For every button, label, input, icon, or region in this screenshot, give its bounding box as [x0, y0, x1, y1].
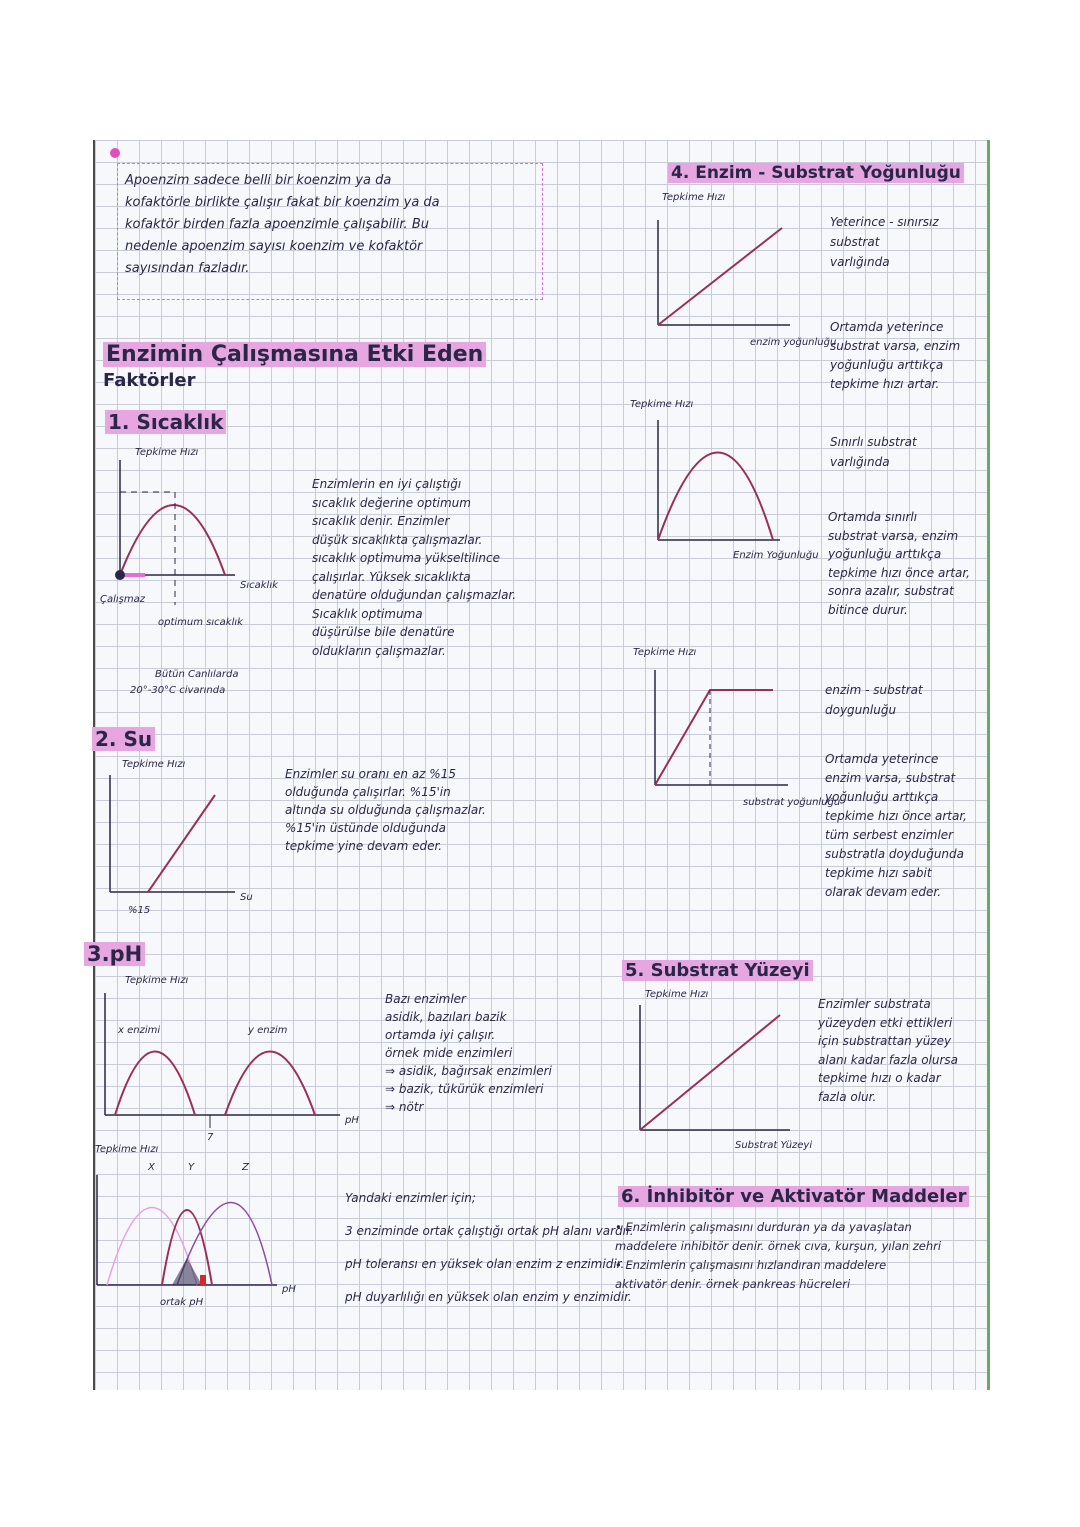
text-line: olduğunda çalışırlar. %15'in — [285, 785, 451, 799]
line — [148, 795, 215, 892]
section2-title — [92, 727, 155, 751]
main-title-2 — [103, 370, 195, 391]
text-line: ⇒ nötr — [385, 1100, 424, 1114]
section5-text — [818, 995, 958, 1106]
section4-text4 — [828, 508, 970, 619]
text-line: sıcaklık değerine optimum — [312, 495, 471, 510]
ortak-label: ortak pH — [160, 1297, 204, 1308]
text-line: ⇒ bazik, tükürük enzimleri — [385, 1082, 544, 1096]
section3-notes — [345, 1188, 634, 1308]
tick-7-label: 7 — [207, 1132, 214, 1143]
text-line: Enzimler su oranı en az %15 — [285, 767, 456, 781]
range-label: 20°-30°C civarında — [130, 685, 226, 696]
y-label-letter: Y — [188, 1162, 195, 1173]
tick-label: %15 — [128, 905, 151, 916]
note-line: sayısından fazladır. — [125, 261, 250, 276]
text-line: tepkime yine devam eder. — [285, 839, 443, 853]
bullet: pH duyarlılığı en yüksek olan enzim y enzimidir. — [345, 1290, 632, 1304]
text-line: Enzimler substrata — [818, 997, 931, 1011]
text-line: tepkime hızı artar. — [830, 377, 940, 391]
saturation-line — [655, 690, 773, 785]
text-line: substrat varsa, enzim — [830, 339, 961, 353]
text-line: düşürülse bile denatüre — [312, 625, 455, 639]
ortak-area — [172, 1258, 202, 1285]
text-line: oldukların çalışmazlar. — [312, 643, 446, 658]
text-line: asidik, bazıları bazik — [385, 1010, 507, 1024]
text-line: yüzeyden etki ettikleri — [818, 1015, 953, 1030]
text-line: %15'in üstünde olduğunda — [285, 821, 447, 835]
apoenzim-note — [125, 170, 440, 280]
text-line: varlığında — [830, 455, 890, 469]
section5-title-text: 5. Substrat Yüzeyi — [622, 960, 813, 981]
bullet: 3 enziminde ortak çalıştığı ortak pH alanı vardır. — [345, 1224, 634, 1238]
y-label: Tepkime Hızı — [645, 989, 709, 1000]
section6-title-text: 6. İnhibitör ve Aktivatör Maddeler — [618, 1186, 969, 1207]
x-label-letter: X — [148, 1162, 155, 1173]
note-line: Apoenzim sadece belli bir koenzim ya da — [125, 173, 392, 188]
text-line: olarak devam eder. — [825, 885, 942, 899]
text-line: Ortamda yeterince — [830, 320, 944, 334]
text-line: ortamda iyi çalışır. — [385, 1028, 496, 1042]
section4-text2 — [830, 318, 960, 394]
text-line: düşük sıcaklıkta çalışmazlar. — [312, 532, 483, 547]
ortak-marker — [200, 1275, 206, 1285]
text-line: enzim - substrat — [825, 683, 923, 697]
calismaz-label: Çalışmaz — [100, 594, 145, 605]
text-line: varlığında — [830, 255, 890, 269]
section4-text6 — [825, 750, 967, 902]
section4-text5 — [825, 680, 923, 720]
text-line: altında su olduğunda çalışmazlar. — [285, 803, 486, 817]
main-title — [103, 342, 486, 367]
section5-title — [622, 960, 813, 981]
optimum-label: optimum sıcaklık — [158, 617, 243, 628]
note-line: kofaktör birden fazla apoenzimle çalışabilir. Bu — [125, 217, 429, 232]
note-line: nedenle apoenzim sayısı koenzim ve kofaktör — [125, 239, 423, 254]
section4-text3 — [830, 432, 917, 472]
x-label: pH — [282, 1284, 296, 1295]
y-label: Tepkime Hızı — [662, 192, 726, 203]
section4-title — [668, 163, 964, 183]
substrat-yuzeyi-graph — [630, 985, 815, 1165]
x-enzim-curve — [115, 1052, 195, 1116]
yandaki-heading: Yandaki enzimler için; — [345, 1191, 476, 1205]
text-line: ⇒ asidik, bağırsak enzimleri — [385, 1064, 552, 1078]
text-line: çalışırlar. Yüksek sıcaklıkta — [312, 569, 471, 584]
text-line: sıcaklık optimuma yükseltilince — [312, 551, 500, 565]
section1-text — [312, 475, 516, 660]
x-label: enzim yoğunluğu — [750, 337, 837, 348]
x-label: pH — [345, 1115, 359, 1126]
section3-text — [385, 990, 552, 1116]
x-label: substrat yoğunluğu — [743, 797, 841, 808]
section3-title-text: 3.pH — [84, 942, 145, 966]
text-line: bitince durur. — [828, 602, 908, 617]
ph-xyz-graph — [92, 1140, 322, 1330]
sicaklik-graph — [100, 440, 300, 710]
text-line: fazla olur. — [818, 1089, 877, 1104]
section4-title-text: 4. Enzim - Substrat Yoğunluğu — [668, 163, 964, 183]
section6-text — [615, 1218, 941, 1294]
origin-dot — [115, 570, 125, 580]
text-line: Ortamda sınırlı — [828, 510, 918, 524]
text-line: doygunluğu — [825, 703, 897, 717]
text-line: • Enzimlerin çalışmasını durduran ya da yavaşlatan — [615, 1220, 912, 1234]
text-line: sıcaklık denir. Enzimler — [312, 514, 450, 528]
text-line: tepkime hızı önce artar, — [825, 809, 967, 823]
y-label: Tepkime Hızı — [630, 399, 694, 410]
text-line: alanı kadar fazla olursa — [818, 1052, 959, 1067]
substrat-yogunlugu-graph — [628, 645, 841, 830]
section6-title — [618, 1186, 969, 1207]
text-line: enzim varsa, substrat — [825, 771, 956, 785]
z-label-letter: Z — [242, 1162, 249, 1173]
y-enzim-curve — [225, 1052, 315, 1116]
y-label: Tepkime Hızı — [125, 975, 189, 986]
text-line: Ortamda yeterince — [825, 752, 939, 766]
line — [658, 228, 782, 325]
text-line: substrat — [830, 235, 880, 249]
text-line: Sınırlı substrat — [830, 435, 917, 449]
x-label: Su — [240, 892, 253, 903]
ph-graph — [100, 968, 359, 1148]
text-line: yoğunluğu arttıkça — [828, 547, 942, 561]
text-line: • Enzimlerin çalışmasını hızlandıran maddelere — [615, 1258, 887, 1272]
enzim-yogunlugu-graph-2 — [625, 395, 819, 580]
section1-title — [105, 410, 226, 434]
text-line: substratla doyduğunda — [825, 847, 965, 861]
pink-dot — [110, 148, 120, 158]
y-label: Tepkime Hızı — [122, 759, 186, 770]
page-edge — [987, 140, 990, 1390]
text-line: maddelere inhibitör denir. örnek cıva, kurşun, yılan zehri — [615, 1239, 942, 1253]
section4-text1 — [830, 212, 939, 272]
main-title-line2: Faktörler — [103, 370, 196, 391]
y-label: Tepkime Hızı — [135, 447, 199, 458]
text-line: Sıcaklık optimuma — [312, 606, 423, 621]
canlilar-label: Bütün Canlılarda — [155, 669, 239, 680]
text-line: tepkime hızı o kadar — [818, 1071, 941, 1085]
section2-title-text: 2. Su — [92, 727, 155, 751]
y-enzim-label: y enzim — [248, 1025, 288, 1036]
bullet: pH toleransı en yüksek olan enzim z enzimidir. — [345, 1257, 625, 1271]
y-label: Tepkime Hızı — [95, 1144, 159, 1155]
section2-text — [285, 765, 486, 855]
curve — [120, 505, 225, 575]
line — [640, 1015, 780, 1130]
text-line: yoğunluğu arttıkça — [825, 790, 939, 804]
text-line: tepkime hızı sabit — [825, 866, 932, 880]
section1-title-text: 1. Sıcaklık — [105, 410, 226, 434]
text-line: sonra azalır, substrat — [828, 584, 954, 598]
text-line: tüm serbest enzimler — [825, 828, 954, 842]
note-line: kofaktörle birlikte çalışır fakat bir koenzim ya da — [125, 195, 440, 210]
text-line: Bazı enzimler — [385, 992, 466, 1006]
y-label: Tepkime Hızı — [633, 647, 697, 658]
x-label: Enzim Yoğunluğu — [733, 550, 819, 561]
enzim-yogunlugu-graph-1 — [630, 185, 837, 365]
section3-title — [84, 942, 145, 966]
text-line: örnek mide enzimleri — [385, 1046, 513, 1060]
text-line: substrat varsa, enzim — [828, 528, 959, 543]
su-graph — [100, 755, 260, 920]
curve — [658, 453, 773, 541]
text-line: yoğunluğu arttıkça — [830, 358, 944, 372]
x-label: Sıcaklık — [240, 580, 278, 591]
x-enzim-label: x enzimi — [118, 1025, 161, 1036]
x-label: Substrat Yüzeyi — [735, 1140, 813, 1151]
main-title-line1: Enzimin Çalışmasına Etki Eden — [103, 342, 486, 367]
text-line: için substrattan yüzey — [818, 1034, 952, 1048]
text-line: Enzimlerin en iyi çalıştığı — [312, 477, 462, 491]
text-line: denatüre olduğundan çalışmazlar. — [312, 588, 517, 602]
text-line: Yeterince - sınırsız — [830, 215, 939, 229]
text-line: tepkime hızı önce artar, — [828, 565, 970, 580]
text-line: aktivatör denir. örnek pankreas hücreleri — [615, 1277, 851, 1291]
